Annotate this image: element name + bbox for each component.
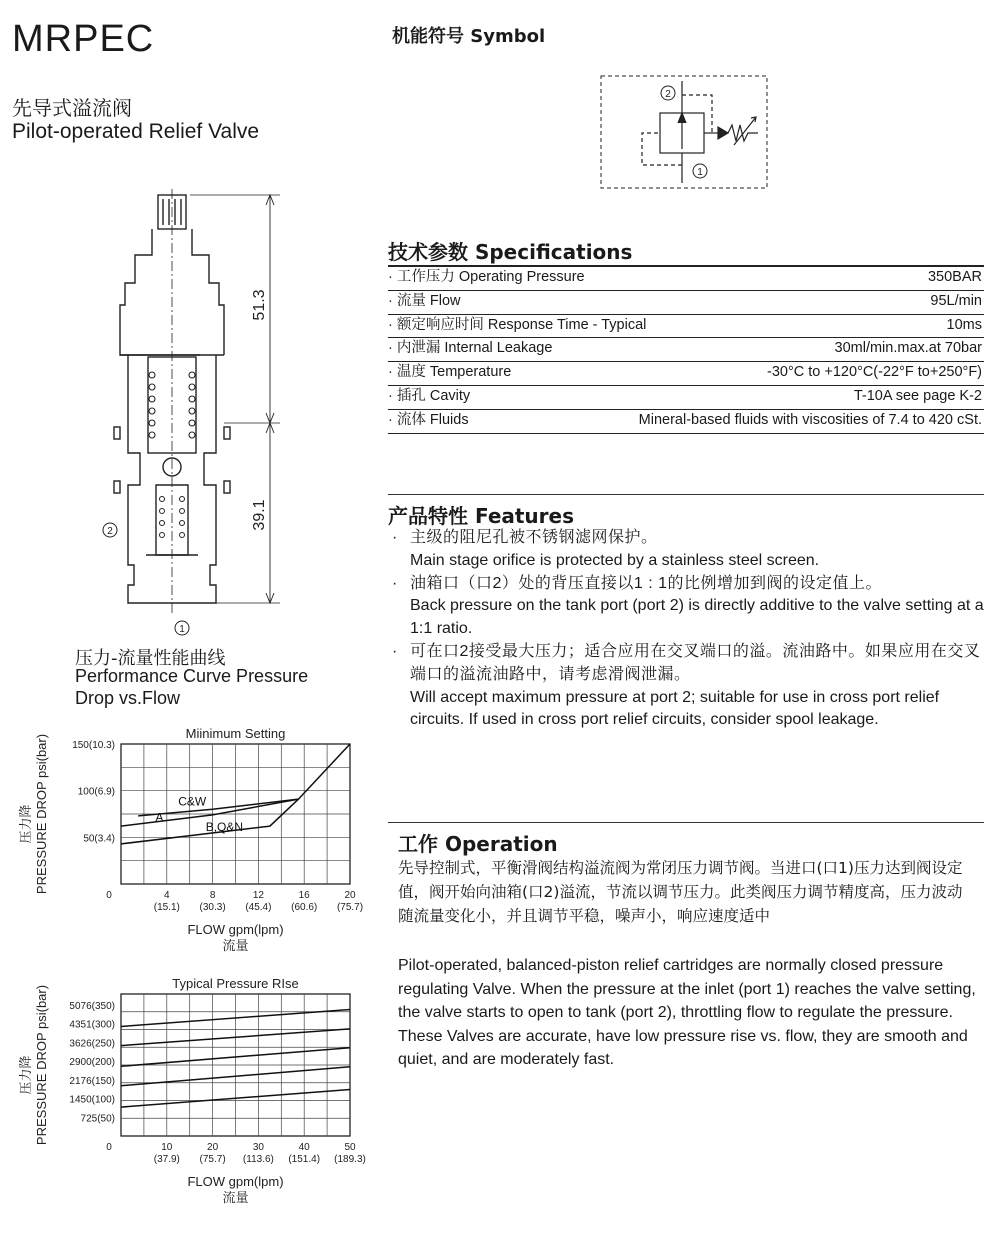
x-tick-sublabel: (45.4) (245, 902, 272, 913)
series-label: C&W (178, 794, 207, 809)
spec-value: 350BAR (927, 269, 982, 285)
model-code: MRPEC (12, 18, 155, 60)
valve-cutaway-drawing (90, 185, 290, 637)
spec-label: 额定响应时间 Response Time - Typical (396, 316, 647, 333)
operation-text-cn: 先导控制式，平衡滑阀结构溢流阀为常闭压力调节阀。当进口(口1)压力达到阀设定值，阀开始向油箱(口2)溢流，节流以调节压力。此类阀压力调节精度高，压力波动随流量变化小，并且调节平稳，噪声小，响应速度适中 (398, 859, 963, 925)
x-tick-label: 16 (298, 890, 310, 901)
features-list (392, 527, 992, 732)
spec-value: 95L/min (930, 292, 982, 309)
spec-row-fluids: · 流体 Fluids Mineral-based fluids with viscosities of 7.4 to 420 cSt. (388, 410, 984, 434)
chart-minimum-setting (0, 716, 380, 962)
x-tick-sublabel: (30.3) (199, 902, 226, 913)
series-label: A (155, 810, 164, 825)
specifications-table (388, 265, 984, 434)
spec-row-flow: · 流量 Flow 95L/min (388, 291, 984, 315)
spec-label: 温度 Temperature (396, 364, 512, 381)
y-axis-label-cn: 压力降 (18, 804, 33, 844)
x-tick-label: 30 (252, 1142, 264, 1153)
spec-label: 插孔 Cavity (396, 387, 471, 404)
spec-value: 10ms (946, 316, 982, 333)
spec-row-pressure: · 工作压力 Operating Pressure 350BAR (388, 265, 984, 291)
features-heading: 产品特性 Features (388, 504, 575, 528)
hydraulic-symbol (600, 75, 768, 189)
spec-value: T-10A see page K-2 (853, 387, 982, 404)
x-axis-label: FLOW gpm(lpm) (187, 922, 284, 937)
x-tick-sublabel: (75.7) (199, 1154, 226, 1165)
x-axis-label: FLOW gpm(lpm) (187, 1174, 284, 1189)
y-tick-label: 725(50) (80, 1113, 115, 1125)
port-2-marker: 2 (107, 526, 113, 537)
x-axis-label-cn: 流量 (222, 938, 249, 953)
x-tick-sublabel: (75.7) (336, 902, 364, 913)
symbol-port-2: 2 (665, 89, 671, 100)
feature-item: · 可在口2接受最大压力；适合应用在交叉端口的溢。流油路中。如果应用在交叉端口的溢流油路中，请考虑滑阀泄漏。 Will accept maximum pressure at port 2; suitable for use in cross port relief circuits. If used in cross port relief circuits, consider spool leakage. (392, 641, 992, 732)
spec-row-leakage: · 内泄漏 Internal Leakage 30ml/min.max.at 70bar (388, 338, 984, 362)
product-title-en: Pilot-operated Relief Valve (12, 120, 260, 143)
spec-row-temperature: · 温度 Temperature -30°C to +120°C(-22°F to+250°F) (388, 362, 984, 386)
y-tick-label: 100(6.9) (77, 786, 115, 798)
y-tick-label: 50(3.4) (83, 833, 115, 845)
feature-text-cn: 可在口2接受最大压力；适合应用在交叉端口的溢。流油路中。如果应用在交叉端口的溢流油路中，请考虑滑阀泄漏。 (410, 642, 981, 683)
feature-item: · 主级的阻尼孔被不锈钢滤网保护。 Main stage orifice is protected by a stainless steel screen. (392, 527, 992, 573)
performance-heading-en-1: Performance Curve Pressure (75, 666, 309, 686)
origin-label: 0 (106, 890, 112, 901)
feature-text-en: Will accept maximum pressure at port 2; suitable for use in cross port relief circuits. If used in cross port relief circuits, consider spool leakage. (410, 688, 940, 729)
series-label: B,Q&N (205, 819, 244, 834)
chart-typical-pressure-rise (0, 968, 380, 1214)
x-tick-label: 12 (252, 890, 264, 901)
features-divider (388, 494, 984, 495)
x-tick-label: 50 (344, 1142, 356, 1153)
x-tick-sublabel: (15.1) (153, 902, 180, 913)
performance-heading-cn: 压力-流量性能曲线 (75, 648, 226, 669)
origin-label: 0 (106, 1142, 112, 1153)
x-tick-label: 20 (207, 1142, 219, 1153)
y-tick-label: 2900(200) (69, 1057, 115, 1069)
y-axis-label: PRESSURE DROP psi(bar) (34, 984, 49, 1146)
operation-text-en: Pilot-operated, balanced-piston relief cartridges are normally closed pressure regulating Valve. When the pressure at the inlet (port 1) reaches the valve setting, the valve starts to open to tank (port 2), throttling flow to regulate the pressure. These Valves are accurate, have low pressure rise vs. flow, they are smooth and quiet, and are moderately fast. (398, 957, 976, 1069)
x-tick-label: 40 (298, 1142, 310, 1153)
x-tick-label: 20 (344, 890, 356, 901)
feature-text-cn: 主级的阻尼孔被不锈钢滤网保护。 (410, 529, 658, 546)
specifications-heading: 技术参数 Specifications (388, 240, 633, 264)
feature-item: · 油箱口（口2）处的背压直接以1 : 1的比例增加到阀的设定值上。 Back pressure on the tank port (port 2) is directly additive to the valve setting at a 1:1 ratio. (392, 573, 992, 641)
x-tick-sublabel: (60.6) (291, 902, 318, 913)
operation-divider (388, 822, 984, 823)
x-tick-label: 8 (209, 890, 216, 901)
symbol-port-1: 1 (697, 167, 703, 178)
performance-heading-en-2: Drop vs.Flow (75, 688, 181, 708)
spec-label: 流量 Flow (396, 292, 461, 309)
y-tick-label: 5076(350) (69, 1000, 115, 1012)
y-tick-label: 150(10.3) (72, 740, 115, 751)
y-tick-label: 3626(250) (69, 1038, 115, 1050)
feature-text-en: Main stage orifice is protected by a stainless steel screen. (410, 551, 820, 569)
spec-row-response-time: · 额定响应时间 Response Time - Typical 10ms (388, 315, 984, 339)
spec-value: -30°C to +120°C(-22°F to+250°F) (766, 364, 982, 381)
feature-text-en: Back pressure on the tank port (port 2) is directly additive to the valve setting at a 1:1 ratio. (410, 597, 984, 638)
x-tick-sublabel: (151.4) (288, 1154, 321, 1165)
x-axis-label-cn: 流量 (222, 1190, 249, 1205)
spec-label: 工作压力 Operating Pressure (396, 269, 585, 285)
y-tick-label: 4351(300) (69, 1019, 115, 1031)
y-tick-label: 2176(150) (69, 1075, 115, 1087)
x-tick-sublabel: (189.3) (334, 1154, 366, 1165)
dimension-lower: 39.1 (251, 499, 268, 531)
spec-value: Mineral-based fluids with viscosities of 7.4 to 420 cSt. (638, 411, 982, 428)
x-tick-label: 4 (164, 890, 170, 901)
chart-title: Typical Pressure RIse (172, 976, 299, 991)
x-tick-sublabel: (113.6) (242, 1154, 274, 1165)
chart-title: Miinimum Setting (185, 726, 286, 741)
spec-label: 内泄漏 Internal Leakage (396, 340, 553, 357)
dimension-upper: 51.3 (251, 289, 268, 321)
spec-label: 流体 Fluids (396, 411, 469, 428)
y-axis-label-cn: 压力降 (18, 1055, 33, 1095)
y-tick-label: 1450(100) (69, 1094, 115, 1106)
feature-text-cn: 油箱口（口2）处的背压直接以1 : 1的比例增加到阀的设定值上。 (410, 574, 883, 592)
x-tick-sublabel: (37.9) (153, 1154, 180, 1165)
operation-heading: 工作 Operation (398, 832, 558, 856)
product-title-cn: 先导式溢流阀 (12, 96, 132, 120)
spec-value: 30ml/min.max.at 70bar (834, 340, 982, 357)
port-1-marker: 1 (179, 624, 185, 635)
y-axis-label: PRESSURE DROP psi(bar) (34, 733, 49, 895)
symbol-heading: 机能符号 Symbol (392, 26, 546, 47)
spec-row-cavity: · 插孔 Cavity T-10A see page K-2 (388, 386, 984, 410)
x-tick-label: 10 (161, 1142, 173, 1153)
